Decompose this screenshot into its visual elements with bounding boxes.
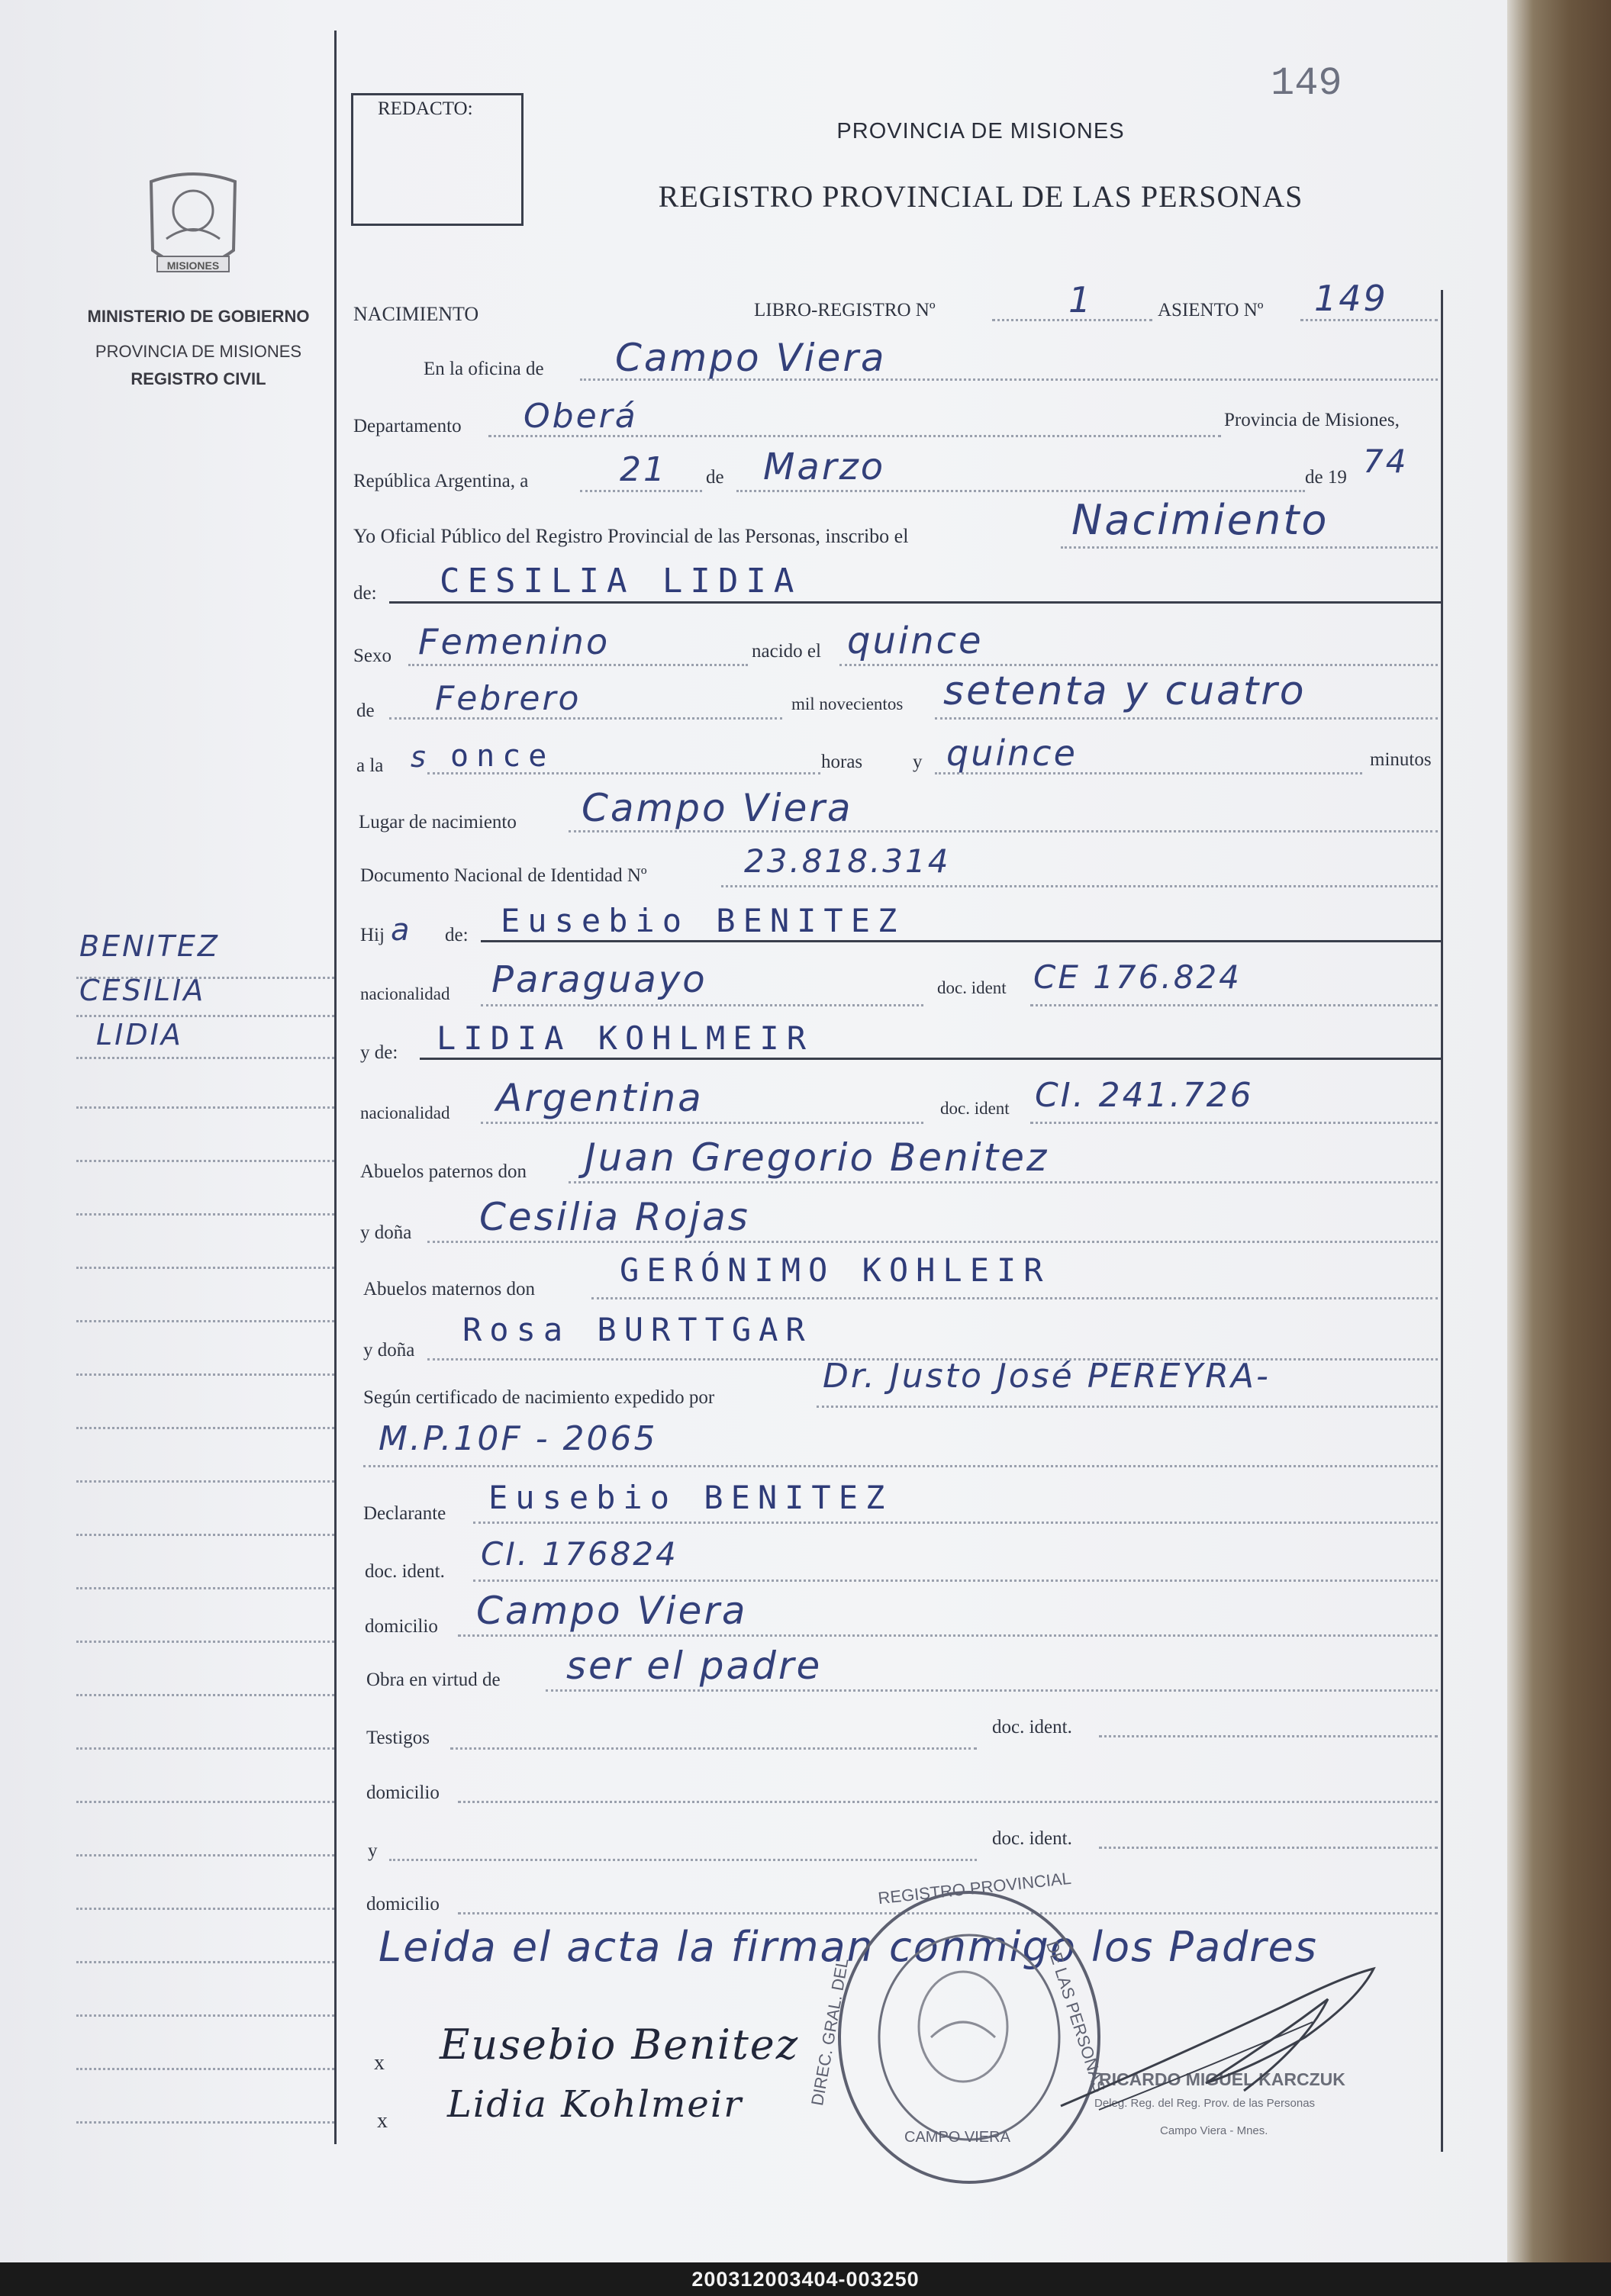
label-domicilio-declarante: domicilio bbox=[365, 1616, 438, 1637]
label-libro-registro: LIBRO-REGISTRO Nº bbox=[754, 300, 936, 320]
label-hijo: Hij bbox=[360, 925, 385, 945]
label-horas: horas bbox=[821, 752, 863, 772]
label-declarante: Declarante bbox=[363, 1503, 446, 1524]
stamp-ring-bottom: CAMPO VIERA bbox=[904, 2129, 1010, 2146]
margin-note-line-2: CESILIA bbox=[79, 974, 206, 1007]
label-republica: República Argentina, a bbox=[353, 471, 529, 491]
value-obra: ser el padre bbox=[566, 1644, 823, 1688]
value-dia: 21 bbox=[620, 450, 667, 489]
label-provincia: Provincia de Misiones, bbox=[1224, 410, 1400, 430]
officer-place: Campo Viera - Mnes. bbox=[1160, 2124, 1268, 2137]
value-declarante-doc: CI. 176824 bbox=[481, 1535, 678, 1573]
signature-mark-1: x bbox=[374, 2051, 385, 2075]
officer-title: Deleg. Reg. del Reg. Prov. de las Personas bbox=[1094, 2097, 1316, 2110]
label-testigos: Testigos bbox=[366, 1728, 430, 1748]
ministry-line-1: MINISTERIO DE GOBIERNO bbox=[87, 307, 310, 326]
value-asiento: 149 bbox=[1314, 278, 1388, 319]
label-doc-ident-declarante: doc. ident. bbox=[365, 1561, 445, 1582]
label-minutos: minutos bbox=[1370, 749, 1432, 770]
label-y-testigo-2: y bbox=[368, 1840, 378, 1861]
label-de-nombre: de: bbox=[353, 583, 377, 604]
label-yo-oficial: Yo Oficial Público del Registro Provincial de las Personas, inscribo el bbox=[353, 525, 909, 547]
label-doc-ident-testigo-2: doc. ident. bbox=[992, 1828, 1072, 1849]
stamp-ring-right: DE LAS PERSONAS bbox=[1042, 1938, 1110, 2095]
page-title: REGISTRO PROVINCIAL DE LAS PERSONAS bbox=[658, 179, 1303, 214]
label-y-dona-paterna: y doña bbox=[360, 1222, 412, 1243]
seal-text: MISIONES bbox=[166, 259, 220, 272]
label-sexo: Sexo bbox=[353, 646, 391, 666]
label-a-la: a la bbox=[356, 755, 384, 776]
value-declarante-domicilio: Campo Viera bbox=[476, 1589, 748, 1633]
right-rule bbox=[1441, 290, 1443, 2152]
officer-name: RICARDO MIGUEL KARCZUK bbox=[1099, 2069, 1345, 2089]
value-madre: LIDIA KOHLMEIR bbox=[437, 1019, 814, 1057]
stamp-ring-left: DIREC. GRAL. DEL bbox=[807, 1956, 852, 2108]
label-domicilio-testigo-2: domicilio bbox=[366, 1894, 440, 1914]
value-horas: once bbox=[450, 739, 555, 774]
label-abuelos-maternos: Abuelos maternos don bbox=[363, 1279, 535, 1299]
value-libro: 1 bbox=[1068, 279, 1094, 320]
label-nacionalidad-padre: nacionalidad bbox=[360, 984, 450, 1003]
book-edge bbox=[1507, 0, 1611, 2262]
value-hijo-suffix: a bbox=[391, 913, 412, 948]
value-padre-nacionalidad: Paraguayo bbox=[491, 958, 707, 1001]
label-segun: Según certificado de nacimiento expedido por bbox=[363, 1387, 715, 1408]
label-y-dona-materna: y doña bbox=[363, 1340, 415, 1361]
value-matricula: M.P.10F - 2065 bbox=[379, 1419, 658, 1458]
signature-1: Eusebio Benitez bbox=[440, 2021, 800, 2069]
officer-signature-icon bbox=[1053, 1953, 1404, 2121]
value-mes: Marzo bbox=[763, 446, 886, 488]
value-hora-prefix: s bbox=[411, 740, 428, 774]
value-anio: 74 bbox=[1363, 443, 1409, 480]
stamp-ring-top: REGISTRO PROVINCIAL bbox=[877, 1868, 1072, 1908]
value-abuela-paterna: Cesilia Rojas bbox=[479, 1195, 750, 1239]
label-de-anio: de 19 bbox=[1305, 467, 1347, 488]
value-certificado-por: Dr. Justo José PEREYRA- bbox=[823, 1357, 1271, 1396]
label-obra: Obra en virtud de bbox=[366, 1670, 501, 1690]
label-domicilio-testigo-1: domicilio bbox=[366, 1782, 440, 1803]
footer-id: 200312003404-003250 bbox=[0, 2262, 1611, 2296]
label-lugar: Lugar de nacimiento bbox=[359, 812, 517, 832]
value-padre: Eusebio BENITEZ bbox=[501, 902, 905, 939]
label-y-minutos: y bbox=[913, 752, 923, 772]
value-abuela-materna: Rosa BURTTGAR bbox=[462, 1311, 813, 1348]
ministry-line-2: PROVINCIA DE MISIONES bbox=[95, 342, 302, 361]
value-abuelo-materno: GERÓNIMO KOHLEIR bbox=[620, 1251, 1051, 1289]
margin-rule bbox=[334, 31, 337, 2144]
value-declarante: Eusebio BENITEZ bbox=[488, 1479, 893, 1516]
label-doc-ident-testigo-1: doc. ident. bbox=[992, 1717, 1072, 1737]
label-nacido: nacido el bbox=[752, 641, 821, 662]
margin-note-line-1: BENITEZ bbox=[79, 929, 220, 963]
page-number: 149 bbox=[1271, 61, 1342, 106]
label-nacimiento: NACIMIENTO bbox=[353, 303, 479, 325]
value-nacido-dia: quince bbox=[847, 620, 984, 662]
value-nacido-mes: Febrero bbox=[435, 679, 582, 718]
label-oficina: En la oficina de bbox=[424, 359, 544, 379]
value-nombre: CESILIA LIDIA bbox=[440, 562, 802, 601]
value-madre-nacionalidad: Argentina bbox=[496, 1076, 704, 1120]
label-nacionalidad-madre: nacionalidad bbox=[360, 1103, 450, 1122]
ministry-line-3: REGISTRO CIVIL bbox=[130, 369, 266, 388]
value-padre-doc: CE 176.824 bbox=[1033, 958, 1242, 996]
value-acto: Nacimiento bbox=[1071, 496, 1329, 544]
label-y-de: y de: bbox=[360, 1042, 398, 1063]
value-sexo: Femenino bbox=[418, 621, 611, 662]
label-abuelos-paternos: Abuelos paternos don bbox=[360, 1161, 527, 1182]
label-hijo-de: de: bbox=[445, 925, 469, 945]
value-lugar: Campo Viera bbox=[582, 786, 853, 830]
value-minutos: quince bbox=[946, 733, 1078, 774]
label-mil: mil novecientos bbox=[791, 694, 904, 713]
value-madre-doc: CI. 241.726 bbox=[1035, 1076, 1254, 1115]
label-asiento: ASIENTO Nº bbox=[1158, 300, 1264, 320]
value-abuelo-paterno: Juan Gregorio Benitez bbox=[585, 1135, 1049, 1180]
margin-note-line-3: LIDIA bbox=[96, 1018, 183, 1051]
label-dni: Documento Nacional de Identidad Nº bbox=[360, 865, 647, 886]
label-de-febrero: de bbox=[356, 700, 375, 721]
signature-mark-2: x bbox=[377, 2109, 388, 2133]
label-doc-ident-madre: doc. ident bbox=[940, 1099, 1010, 1118]
signature-2: Lidia Kohlmeir bbox=[447, 2083, 743, 2126]
value-nacido-anio: setenta y cuatro bbox=[943, 668, 1307, 714]
redacto-box bbox=[351, 93, 524, 226]
value-oficina: Campo Viera bbox=[615, 336, 887, 380]
label-de-mes: de bbox=[706, 467, 724, 488]
header-province: PROVINCIA DE MISIONES bbox=[836, 119, 1125, 143]
value-nota-final: Leida el acta la firman conmigo los Padres bbox=[379, 1923, 1318, 1971]
label-doc-ident-padre: doc. ident bbox=[937, 978, 1007, 997]
label-departamento: Departamento bbox=[353, 416, 462, 436]
value-dni: 23.818.314 bbox=[744, 842, 951, 880]
value-departamento: Oberá bbox=[524, 397, 638, 436]
redacto-label: REDACTO: bbox=[378, 98, 473, 119]
